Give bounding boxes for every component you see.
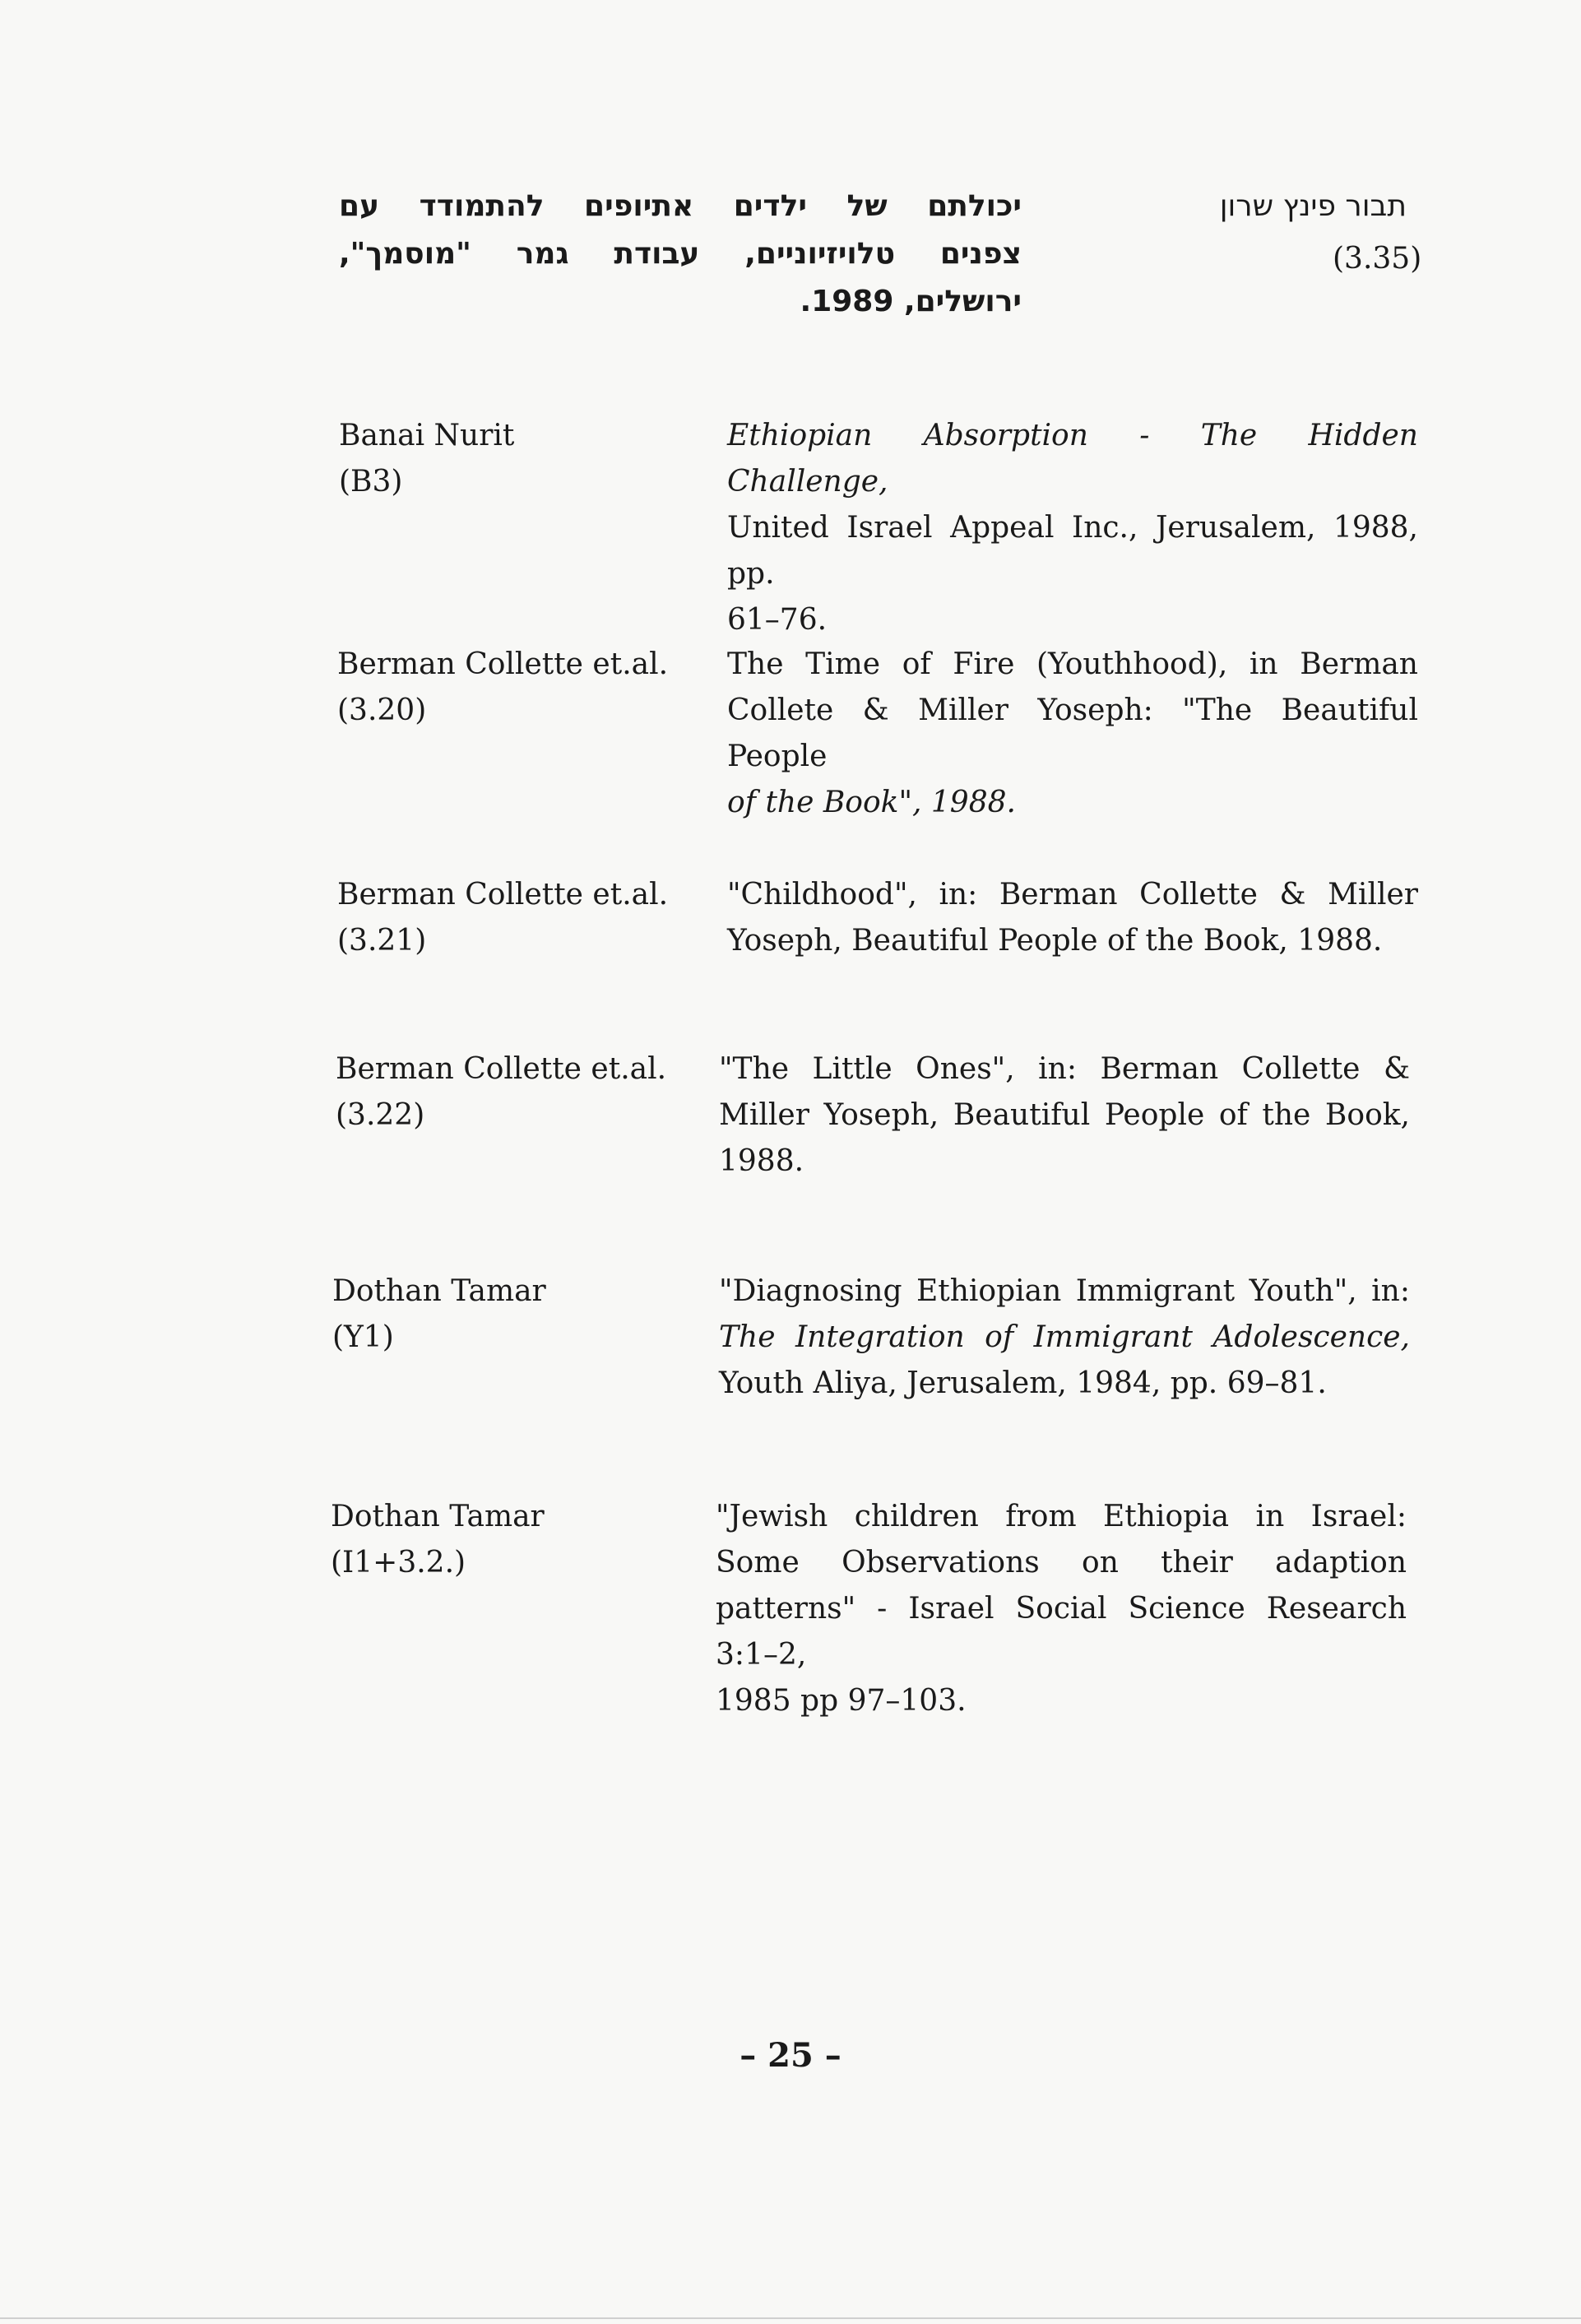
citation-line: 61–76. xyxy=(727,603,828,637)
hebrew-citation xyxy=(339,183,1022,326)
citation-line: United Israel Appeal Inc., Jerusalem, 1988, pp. xyxy=(727,511,1418,591)
entry-citation xyxy=(719,1046,1410,1185)
entry-code: (B3) xyxy=(339,465,403,499)
citation-line: 1988. xyxy=(719,1144,804,1178)
citation-line: Some Observations on their adaption xyxy=(716,1546,1407,1579)
entry-citation xyxy=(716,1494,1407,1724)
entry-author-block xyxy=(331,1494,684,1586)
citation-line: "The Little Ones", in: Berman Collette & xyxy=(719,1052,1410,1086)
citation-line: The Integration of Immigrant Adolescence, xyxy=(719,1320,1410,1354)
citation-line: patterns" - Israel Social Science Research 3:1–2, xyxy=(716,1592,1407,1672)
citation-line: Yoseph, Beautiful People of the Book, 1988. xyxy=(727,924,1383,958)
citation-line: Miller Yoseph, Beautiful People of the Book, xyxy=(719,1098,1410,1132)
entry-author-block xyxy=(339,413,693,505)
entry-author-block xyxy=(337,872,691,964)
citation-line: "Jewish children from Ethiopia in Israel: xyxy=(716,1500,1407,1533)
citation-line: 1985 pp 97–103. xyxy=(716,1684,967,1718)
entry-author: Banai Nurit xyxy=(339,419,515,452)
citation-line: Collete & Miller Yoseph: "The Beautiful People xyxy=(727,693,1418,773)
entry-code: (Y1) xyxy=(332,1320,394,1354)
citation-line: of the Book", 1988. xyxy=(727,786,1016,819)
hebrew-author: תבור פינץ שרון xyxy=(1219,189,1407,223)
entry-author: Dothan Tamar xyxy=(332,1274,546,1308)
entry-citation xyxy=(719,1269,1410,1407)
hebrew-entry-code: (3.35) xyxy=(1333,242,1422,276)
citation-line: Youth Aliya, Jerusalem, 1984, pp. 69–81. xyxy=(719,1366,1327,1400)
entry-citation xyxy=(727,872,1418,964)
citation-line: Ethiopian Absorption - The Hidden Challenge, xyxy=(727,419,1418,499)
hebrew-citation-line: צפנים טלויזיוניים, עבודת גמר "מוסמך", xyxy=(339,237,1022,271)
entry-author-block xyxy=(332,1269,686,1361)
hebrew-citation-line: יכולתם של ילדים אתיופים להתמודד עם xyxy=(339,189,1022,223)
entry-code: (I1+3.2.) xyxy=(331,1546,466,1579)
entry-code: (3.21) xyxy=(337,924,427,958)
scan-edge-divider xyxy=(0,2317,1581,2319)
entry-author: Berman Collette et.al. xyxy=(337,878,669,912)
entry-code: (3.20) xyxy=(337,693,427,727)
page-number: – 25 – xyxy=(740,2036,842,2075)
citation-line: The Time of Fire (Youthhood), in Berman xyxy=(727,647,1418,681)
citation-line: "Diagnosing Ethiopian Immigrant Youth", in: xyxy=(719,1274,1410,1308)
entry-author: Berman Collette et.al. xyxy=(337,647,669,681)
entry-code: (3.22) xyxy=(336,1098,425,1132)
entry-author-block xyxy=(337,642,691,734)
entry-citation xyxy=(727,642,1418,826)
entry-author-block xyxy=(336,1046,689,1139)
hebrew-citation-line: ירושלים, 1989. xyxy=(800,285,1022,318)
entry-author: Dothan Tamar xyxy=(331,1500,545,1533)
entry-author: Berman Collette et.al. xyxy=(336,1052,667,1086)
entry-citation xyxy=(727,413,1418,643)
citation-line: "Childhood", in: Berman Collette & Miller xyxy=(727,878,1418,912)
